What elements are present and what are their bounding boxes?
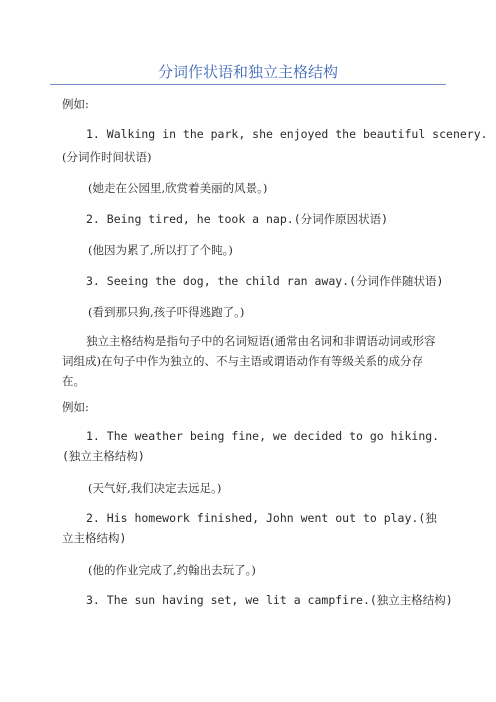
example-sentence: 2. His homework finished, John went out to play.(独立主格结构) <box>62 511 437 545</box>
example-annotation: (分词作时间状语) <box>62 150 152 164</box>
example-translation: (她走在公园里,欣赏着美丽的风景。) <box>88 181 268 195</box>
section-label: 例如: <box>62 97 89 111</box>
example-sentence: 2. Being tired, he took a nap.(分词作原因状语) <box>86 212 389 226</box>
example-translation: (天气好,我们决定去远足。) <box>88 481 222 495</box>
section-label: 例如: <box>62 400 89 414</box>
example-sentence: 1. The weather being fine, we decided to go hiking.(独立主格结构) <box>62 429 440 463</box>
example-translation: (他因为累了,所以打了个盹。) <box>88 243 233 257</box>
example-sentence: 1. Walking in the park, she enjoyed the beautiful scenery. <box>86 127 488 141</box>
page-title: 分词作状语和独立主格结构 <box>157 63 338 81</box>
example-sentence: 3. The sun having set, we lit a campfire.(独立主格结构) <box>86 593 453 607</box>
example-translation: (他的作业完成了,约翰出去玩了。) <box>88 563 256 577</box>
example-sentence: 3. Seeing the dog, the child ran away.(分词作伴随状语) <box>86 274 444 288</box>
title-underline <box>50 84 446 85</box>
definition-paragraph: 独立主格结构是指句子中的名词短语(通常由名词和非谓语动词或形容词组成)在句子中作为独立的、不与主语或谓语动作有等级关系的成分存在。 <box>62 334 436 388</box>
example-translation: (看到那只狗,孩子吓得逃跑了。) <box>88 305 245 319</box>
